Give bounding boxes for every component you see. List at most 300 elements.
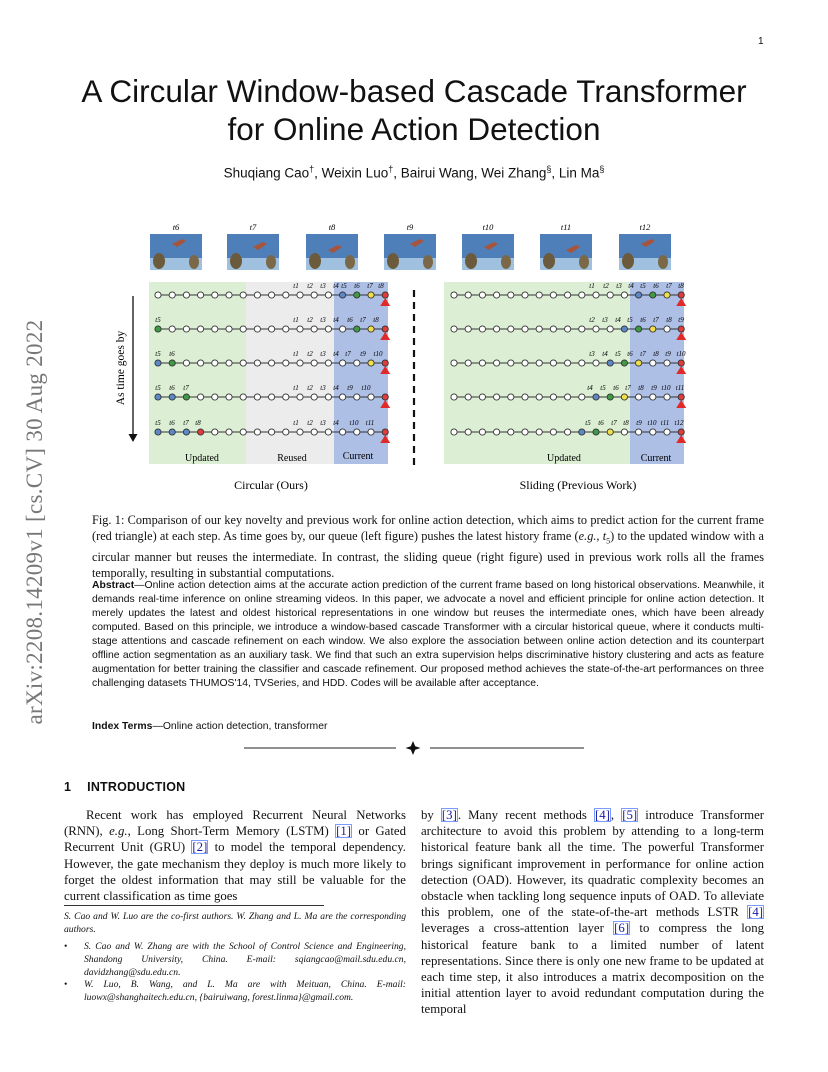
queue-node: [579, 429, 585, 435]
node-time-label: t2: [307, 316, 313, 324]
author-name: Weixin Luo: [321, 165, 389, 181]
citation-1-link[interactable]: [1]: [336, 824, 352, 839]
left-eg: e.g.: [109, 824, 128, 839]
node-time-label: t4: [615, 316, 621, 324]
intro-left-column: [64, 807, 406, 904]
node-time-label: t4: [333, 350, 339, 358]
node-time-label: t3: [320, 384, 326, 392]
queue-node: [269, 326, 275, 332]
node-time-label: t3: [320, 316, 326, 324]
node-time-label: t6: [347, 316, 353, 324]
video-frame: [306, 222, 358, 270]
queue-node: [183, 429, 189, 435]
queue-node: [283, 394, 289, 400]
queue-node: [565, 394, 571, 400]
queue-node: [198, 326, 204, 332]
queue-node: [368, 394, 374, 400]
author-list: [100, 164, 728, 181]
frame-time-label: t6: [172, 222, 180, 232]
queue-node: [183, 326, 189, 332]
frame-time-label: t12: [639, 222, 651, 232]
frame-statue: [658, 255, 668, 269]
index-terms-label: Index Terms: [92, 721, 153, 732]
arxiv-identifier-text: arXiv:2208.14209v1 [cs.CV] 30 Aug 2022: [22, 319, 47, 725]
queue-node: [354, 292, 360, 298]
queue-node: [368, 429, 374, 435]
queue-node: [465, 429, 471, 435]
queue-node: [664, 360, 670, 366]
queue-node: [311, 394, 317, 400]
frame-statue: [266, 255, 276, 269]
queue-node: [226, 429, 232, 435]
queue-node: [354, 326, 360, 332]
queue-node: [169, 292, 175, 298]
footnote-affiliation-2-text: W. Luo, B. Wang, and L. Ma are with Meituan, China. E-mail: luowx@shanghaitech.edu.cn, {bairuiwang, forest.linma}@gmail.com.: [84, 979, 406, 1003]
abstract-text: —Online action detection aims at the accurate action prediction of the current frame based on long historical observations. Meanwhile, it demands real-time inference on online streaming videos. In this paper, we advocate a novel and efficient principle for online action detection. It merely updates the latest and oldest historical representations in one window but reuses the intermediate ones, which have been already computed. Based on this principle, we introduce a window-based cascade Transformer with a circular historical queue, where it conducts multi-stage attentions and cascade refinement on each window. We also explore the association between online action detection and its counterpart offline action segmentation as an auxiliary task. We find that such an extra supervision helps discriminative history clustering and acts as feature augmentation for better training the classifier and cascade refinement. Our proposed method achieves the state-of-the-art performances on three challenging datasets THUMOS'14, TVSeries, and HDD. Codes will be available after acceptance.: [92, 580, 764, 689]
queue-node: [155, 292, 161, 298]
right-text-c: ,: [610, 808, 622, 822]
section-separator: [244, 740, 584, 756]
queue-node: [240, 292, 246, 298]
queue-node: [382, 394, 388, 400]
queue-node: [212, 394, 218, 400]
frame-time-label: t7: [249, 222, 257, 232]
queue-node: [508, 394, 514, 400]
title-line-2: for Online Action Detection: [227, 111, 601, 147]
queue-node: [240, 360, 246, 366]
node-time-label: t10: [647, 419, 657, 427]
frame-time-label: t10: [482, 222, 494, 232]
queue-node: [354, 360, 360, 366]
queue-node: [593, 360, 599, 366]
queue-node: [311, 326, 317, 332]
queue-node: [550, 429, 556, 435]
queue-node: [354, 394, 360, 400]
caption-t-sub: 5: [606, 536, 611, 546]
figure-1: [108, 218, 698, 503]
node-time-label: t8: [653, 350, 659, 358]
queue-node: [198, 394, 204, 400]
queue-node: [565, 292, 571, 298]
queue-node: [382, 429, 388, 435]
author-name: Shuqiang Cao: [223, 165, 310, 181]
queue-node: [269, 360, 275, 366]
index-terms-text: —Online action detection, transformer: [152, 721, 328, 732]
queue-node: [636, 394, 642, 400]
label-updated-right: Updated: [547, 453, 581, 464]
author-mark: †: [388, 164, 394, 174]
queue-node: [607, 292, 613, 298]
queue-node: [198, 292, 204, 298]
queue-node: [522, 394, 528, 400]
frame-statue: [501, 255, 511, 269]
node-time-label: t5: [155, 350, 161, 358]
frame-time-label: t8: [328, 222, 336, 232]
queue-node: [536, 360, 542, 366]
label-reused-left: Reused: [277, 453, 307, 464]
queue-node: [340, 326, 346, 332]
queue-node: [536, 326, 542, 332]
queue-node: [451, 360, 457, 366]
node-time-label: t5: [640, 282, 646, 290]
queue-node: [340, 360, 346, 366]
queue-node: [269, 292, 275, 298]
frame-statue: [387, 253, 399, 269]
queue-node: [565, 360, 571, 366]
label-current-left: Current: [342, 451, 374, 462]
time-arrow-head: [129, 434, 138, 442]
queue-node: [550, 292, 556, 298]
queue-node: [311, 360, 317, 366]
queue-node: [283, 360, 289, 366]
queue-node: [479, 292, 485, 298]
node-time-label: t1: [293, 384, 299, 392]
title-line-1: A Circular Window-based Cascade Transformer: [81, 73, 747, 109]
queue-node: [297, 429, 303, 435]
queue-node: [550, 326, 556, 332]
queue-node: [451, 326, 457, 332]
frame-statue: [423, 255, 433, 269]
queue-node: [607, 394, 613, 400]
queue-node: [297, 394, 303, 400]
citation-4b-link[interactable]: [4]: [748, 905, 763, 920]
queue-node: [494, 394, 500, 400]
video-frame: [227, 222, 279, 270]
video-frames: [150, 222, 671, 270]
queue-node: [212, 326, 218, 332]
section-heading: [64, 780, 185, 794]
queue-node: [340, 394, 346, 400]
queue-node: [650, 394, 656, 400]
queue-node: [368, 326, 374, 332]
right-text-f: to compress the long historical feature bank to a limited number of latent representations. Since there is only one new frame to be updated at each time step, it also introduces a matrix decomposition on the initial attention layer to avoid redundant computation during the temporal: [421, 921, 764, 1017]
citation-3-link[interactable]: [3]: [441, 808, 457, 822]
node-time-label: t3: [616, 282, 622, 290]
queue-node: [254, 326, 260, 332]
node-time-label: t1: [293, 316, 299, 324]
queue-node: [678, 326, 684, 332]
node-time-label: t8: [195, 419, 201, 427]
queue-node: [212, 292, 218, 298]
queue-node: [565, 429, 571, 435]
queue-node: [664, 429, 670, 435]
arxiv-identifier: [14, 282, 56, 762]
queue-node: [678, 360, 684, 366]
page-number: 1: [758, 36, 764, 47]
queue-node: [479, 429, 485, 435]
right-current-region: [630, 282, 684, 464]
left-text-c: or Gated Recurrent Unit (GRU): [64, 824, 406, 855]
queue-node: [508, 429, 514, 435]
queue-node: [465, 326, 471, 332]
queue-node: [340, 429, 346, 435]
author-name: Lin Ma: [558, 165, 600, 181]
queue-node: [311, 292, 317, 298]
node-time-label: t6: [640, 316, 646, 324]
queue-node: [183, 394, 189, 400]
node-time-label: t7: [345, 350, 351, 358]
queue-node: [636, 360, 642, 366]
queue-node: [155, 394, 161, 400]
queue-node: [254, 360, 260, 366]
node-time-label: t5: [155, 316, 161, 324]
queue-node: [536, 292, 542, 298]
node-time-label: t6: [169, 384, 175, 392]
frame-time-label: t9: [406, 222, 414, 232]
index-terms: [92, 721, 764, 732]
node-time-label: t8: [378, 282, 384, 290]
node-time-label: t2: [307, 350, 313, 358]
node-time-label: t8: [373, 316, 379, 324]
node-time-label: t3: [320, 282, 326, 290]
queue-node: [664, 326, 670, 332]
queue-node: [465, 394, 471, 400]
queue-node: [593, 394, 599, 400]
queue-node: [451, 429, 457, 435]
author-separator: ,: [393, 165, 401, 181]
queue-node: [550, 394, 556, 400]
queue-node: [621, 394, 627, 400]
node-time-label: t5: [341, 282, 347, 290]
author-separator: ,: [551, 165, 559, 181]
queue-node: [254, 394, 260, 400]
footnote-rule: [64, 905, 324, 906]
frame-time-label: t11: [560, 222, 572, 232]
node-time-label: t3: [589, 350, 595, 358]
queue-node: [368, 360, 374, 366]
left-text-b: , Long Short-Term Memory (LSTM): [127, 824, 336, 839]
queue-node: [479, 360, 485, 366]
node-time-label: t1: [293, 282, 299, 290]
left-subcaption: Circular (Ours): [234, 478, 308, 492]
node-time-label: t1: [293, 419, 299, 427]
node-time-label: t10: [373, 350, 383, 358]
queue-node: [508, 292, 514, 298]
queue-node: [325, 292, 331, 298]
node-time-label: t8: [678, 282, 684, 290]
node-time-label: t2: [307, 419, 313, 427]
queue-node: [198, 429, 204, 435]
queue-node: [198, 360, 204, 366]
star-ornament-icon: [406, 741, 421, 755]
node-time-label: t2: [603, 282, 609, 290]
frame-statue: [153, 253, 165, 269]
node-time-label: t9: [678, 316, 684, 324]
video-frame: [619, 222, 671, 270]
queue-node: [465, 292, 471, 298]
node-time-label: t8: [666, 316, 672, 324]
label-current-right: Current: [640, 453, 672, 464]
node-time-label: t7: [640, 350, 646, 358]
node-time-label: t3: [602, 316, 608, 324]
queue-node: [240, 429, 246, 435]
frame-statue: [579, 255, 589, 269]
abstract: [92, 579, 764, 691]
node-time-label: t6: [627, 350, 633, 358]
footnote-affiliation-1: [64, 940, 406, 979]
caption-rest: ) to the updated window with a circular manner but reuses the intermediate. In contrast, the sliding queue (right figure) used in previous work rolls all the frames temporally, resulting in substantial computations.: [92, 529, 764, 581]
node-time-label: t7: [611, 419, 617, 427]
author-mark: †: [309, 164, 315, 174]
queue-node: [155, 429, 161, 435]
queue-node: [451, 394, 457, 400]
node-time-label: t5: [600, 384, 606, 392]
queue-node: [226, 326, 232, 332]
queue-node: [368, 292, 374, 298]
queue-node: [382, 326, 388, 332]
node-time-label: t2: [307, 384, 313, 392]
queue-node: [269, 394, 275, 400]
queue-node: [494, 429, 500, 435]
node-time-label: t7: [360, 316, 366, 324]
queue-node: [621, 360, 627, 366]
queue-node: [226, 360, 232, 366]
node-time-label: t4: [628, 282, 634, 290]
node-time-label: t11: [660, 419, 670, 427]
queue-node: [169, 326, 175, 332]
queue-node: [269, 429, 275, 435]
node-time-label: t4: [333, 282, 339, 290]
node-time-label: t6: [169, 419, 175, 427]
footnote-affiliation-1-text: S. Cao and W. Zhang are with the School of Control Science and Engineering, Shandong University, China. E-mail: sqiangcao@mail.sdu.edu.cn, davidzhang@sdu.edu.cn.: [84, 941, 406, 978]
queue-node: [325, 429, 331, 435]
queue-node: [354, 429, 360, 435]
node-time-label: t10: [349, 419, 359, 427]
queue-node: [593, 292, 599, 298]
node-time-label: t10: [661, 384, 671, 392]
queue-node: [593, 326, 599, 332]
queue-node: [678, 292, 684, 298]
queue-node: [579, 292, 585, 298]
right-updated-region: [444, 282, 630, 464]
node-time-label: t5: [585, 419, 591, 427]
right-text-b: . Many recent methods: [457, 808, 594, 822]
citation-4-link[interactable]: [4]: [595, 808, 610, 822]
video-frame: [462, 222, 514, 270]
queue-node: [311, 429, 317, 435]
frame-statue: [230, 253, 242, 269]
left-current-region: [334, 282, 388, 464]
node-time-label: t7: [367, 282, 373, 290]
queue-node: [579, 360, 585, 366]
footnote-co-first: S. Cao and W. Luo are the co-first authors. W. Zhang and L. Ma are the corresponding authors.: [64, 911, 406, 935]
right-subcaption: Sliding (Previous Work): [519, 478, 637, 492]
node-time-label: t7: [183, 419, 189, 427]
queue-node: [212, 429, 218, 435]
left-updated-region: [149, 282, 246, 464]
node-time-label: t7: [666, 282, 672, 290]
node-time-label: t1: [589, 282, 595, 290]
queue-node: [169, 429, 175, 435]
queue-node: [283, 429, 289, 435]
node-time-label: t2: [589, 316, 595, 324]
node-time-label: t5: [615, 350, 621, 358]
queue-node: [636, 326, 642, 332]
queue-node: [607, 429, 613, 435]
label-updated-left: Updated: [185, 453, 219, 464]
abstract-label: Abstract: [92, 580, 135, 591]
queue-node: [664, 292, 670, 298]
author-separator: ,: [473, 165, 482, 181]
queue-node: [240, 326, 246, 332]
queue-node: [297, 360, 303, 366]
queue-node: [494, 292, 500, 298]
queue-node: [650, 429, 656, 435]
left-reused-region: [246, 282, 334, 464]
right-text-d: introduce Transformer architecture to avoid this problem by attending to a long-term historical feature bank all the time. The powerful Transformer brings significant improvement in performance for online action detection (OAD). However, its quadratic complexity becomes an obstacle when tackling long sequence inputs of OAD. To alleviate this problem, one of the state-of-the-art methods LSTR: [421, 808, 765, 920]
node-time-label: t6: [613, 384, 619, 392]
frame-statue: [543, 253, 555, 269]
queue-node: [550, 360, 556, 366]
node-time-label: t11: [675, 384, 685, 392]
queue-node: [522, 292, 528, 298]
queue-node: [283, 326, 289, 332]
node-time-label: t9: [636, 419, 642, 427]
citation-6-link[interactable]: [6]: [614, 921, 630, 936]
queue-node: [479, 394, 485, 400]
node-time-label: t4: [333, 419, 339, 427]
footnote-affiliation-2: [64, 978, 406, 1004]
node-time-label: t4: [333, 316, 339, 324]
node-time-label: t4: [602, 350, 608, 358]
queue-node: [536, 429, 542, 435]
queue-node: [226, 292, 232, 298]
frame-statue: [345, 255, 355, 269]
queue-node: [494, 360, 500, 366]
queue-node: [254, 429, 260, 435]
queue-node: [183, 292, 189, 298]
left-text-d: to model the temporal dependency. However, the gate mechanism they deploy is much more likely to forget the oldest information that may still be valuable for the current classification as time goes: [64, 840, 407, 904]
node-time-label: t1: [293, 350, 299, 358]
node-time-label: t6: [354, 282, 360, 290]
queue-node: [607, 326, 613, 332]
node-time-label: t10: [361, 384, 371, 392]
citation-2-link[interactable]: [2]: [192, 840, 208, 855]
queue-node: [340, 292, 346, 298]
node-time-label: t7: [653, 316, 659, 324]
queue-node: [212, 360, 218, 366]
queue-node: [664, 394, 670, 400]
queue-node: [621, 326, 627, 332]
queue-node: [536, 394, 542, 400]
node-time-label: t9: [347, 384, 353, 392]
queue-node: [325, 394, 331, 400]
citation-5-link[interactable]: [5]: [622, 808, 638, 822]
node-time-label: t6: [598, 419, 604, 427]
intro-right-column: [421, 807, 764, 1018]
queue-node: [579, 326, 585, 332]
queue-node: [465, 360, 471, 366]
node-time-label: t12: [674, 419, 684, 427]
queue-node: [593, 429, 599, 435]
author-name: Bairui Wang: [400, 165, 474, 181]
author-separator: ,: [314, 165, 322, 181]
caption-t: t: [602, 529, 607, 543]
section-title: INTRODUCTION: [87, 780, 186, 794]
queue-node: [522, 429, 528, 435]
node-time-label: t11: [365, 419, 375, 427]
queue-node: [382, 360, 388, 366]
queue-node: [636, 292, 642, 298]
author-name: Wei Zhang: [481, 165, 547, 181]
right-text-e: leverages a cross-attention layer: [421, 921, 614, 936]
node-time-label: t9: [360, 350, 366, 358]
author-mark: §: [599, 164, 605, 174]
node-time-label: t4: [333, 384, 339, 392]
queue-node: [621, 292, 627, 298]
figure-caption: [92, 512, 764, 581]
queue-node: [155, 326, 161, 332]
